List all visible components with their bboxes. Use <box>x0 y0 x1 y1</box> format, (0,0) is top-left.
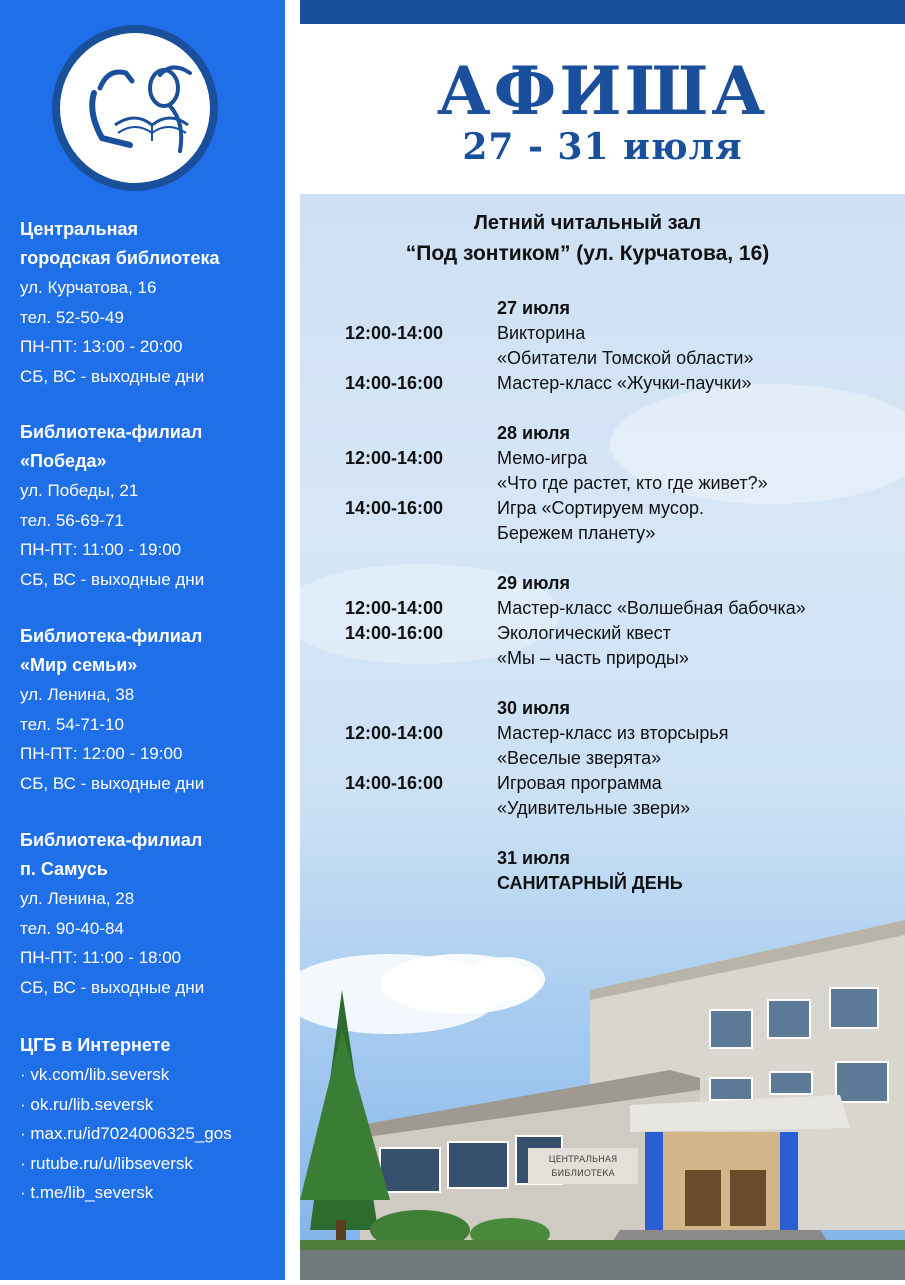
branch-address: ул. Курчатова, 16 <box>20 278 157 297</box>
closed-notice: САНИТАРНЫЙ ДЕНЬ <box>497 873 683 893</box>
event-description: Викторина <box>497 323 586 343</box>
event-description: Экологический квест <box>497 623 671 643</box>
event-time: 14:00-16:00 <box>345 498 444 518</box>
event-time: 12:00-14:00 <box>345 723 444 743</box>
branch-title: городская библиотека <box>20 248 220 268</box>
poster-header <box>300 24 905 194</box>
event-description: Мастер-класс из вторсырья <box>497 723 729 743</box>
event-description: Мастер-класс «Жучки-паучки» <box>497 373 752 393</box>
schedule <box>345 296 895 896</box>
event-row <box>345 321 895 346</box>
library-building-photo <box>300 900 905 1280</box>
branch-weekday-hours: ПН-ПТ: 13:00 - 20:00 <box>20 337 183 356</box>
venue-line-1: Летний читальный зал <box>473 212 702 234</box>
building-sign-line-2: БИБЛИОТЕКА <box>551 1169 615 1179</box>
venue-heading <box>300 208 875 270</box>
event-description: Мастер-класс «Волшебная бабочка» <box>497 598 806 618</box>
event-row <box>345 721 895 746</box>
event-time: 14:00-16:00 <box>345 373 444 393</box>
branch-weekend: СБ, ВС - выходные дни <box>20 977 205 997</box>
link-rutube[interactable]: · rutube.ru/u/libseversk <box>20 1153 193 1173</box>
internet-links <box>20 1031 280 1208</box>
event-time: 12:00-14:00 <box>345 598 444 618</box>
branch-phone: тел. 54-71-10 <box>20 714 124 734</box>
poster-dates: 27 - 31 июля <box>462 126 743 168</box>
event-time: 14:00-16:00 <box>345 773 444 793</box>
poster-title: АФИША <box>436 52 769 130</box>
event-time: 12:00-14:00 <box>345 323 444 343</box>
event-description: «Удивительные звери» <box>497 798 691 818</box>
event-row <box>345 496 895 521</box>
internet-title: ЦГБ в Интернете <box>20 1035 171 1055</box>
branch-address: ул. Ленина, 38 <box>20 685 135 704</box>
event-row <box>345 596 895 621</box>
branch-phone: тел. 90-40-84 <box>20 918 124 938</box>
branch-title: Центральная <box>20 219 138 239</box>
branch-title: Библиотека-филиал <box>20 830 203 850</box>
event-description: Мемо-игра <box>497 448 588 468</box>
day-date: 30 июля <box>497 698 570 718</box>
event-description: «Мы – часть природы» <box>497 648 689 668</box>
day-date: 28 июля <box>497 423 570 443</box>
event-description: «Веселые зверята» <box>497 748 662 768</box>
branch-weekday-hours: ПН-ПТ: 11:00 - 19:00 <box>20 540 182 559</box>
branch-address: ул. Победы, 21 <box>20 481 139 500</box>
event-row <box>345 771 895 796</box>
day-date: 31 июля <box>497 848 570 868</box>
top-bar <box>300 0 905 24</box>
branch-weekday-hours: ПН-ПТ: 12:00 - 19:00 <box>20 744 183 763</box>
branch-pobeda <box>20 418 280 594</box>
link-vk[interactable]: · vk.com/lib.seversk <box>20 1065 170 1084</box>
branch-title: «Мир семьи» <box>20 655 138 675</box>
reader-emblem-icon <box>60 33 210 183</box>
branch-phone: тел. 52-50-49 <box>20 307 124 327</box>
branch-weekend: СБ, ВС - выходные дни <box>20 366 205 386</box>
venue-line-2: “Под зонтиком” (ул. Курчатова, 16) <box>405 242 770 265</box>
branch-samus <box>20 826 280 1002</box>
sidebar <box>0 0 285 1280</box>
branch-title: Библиотека-филиал <box>20 422 203 442</box>
branch-weekend: СБ, ВС - выходные дни <box>20 773 205 793</box>
event-description: «Обитатели Томской области» <box>497 348 754 368</box>
event-time: 14:00-16:00 <box>345 623 444 643</box>
link-ok[interactable]: · ok.ru/lib.seversk <box>20 1094 154 1114</box>
branch-title: п. Самусь <box>20 859 108 879</box>
event-description: Игровая программа <box>497 773 662 793</box>
building-sign-line-1: ЦЕНТРАЛЬНАЯ <box>548 1155 618 1165</box>
link-telegram[interactable]: · t.me/lib_seversk <box>20 1183 154 1202</box>
library-logo <box>52 25 218 191</box>
event-time: 12:00-14:00 <box>345 448 444 468</box>
event-description: Бережем планету» <box>497 523 656 543</box>
branch-mir-semyi <box>20 622 280 798</box>
branch-address: ул. Ленина, 28 <box>20 889 135 908</box>
event-description: Игра «Сортируем мусор. <box>497 498 705 518</box>
branch-title: «Победа» <box>20 451 107 471</box>
building-illustration <box>300 900 905 1280</box>
event-row <box>345 446 895 471</box>
column-divider <box>285 0 300 1280</box>
event-row <box>345 371 895 396</box>
day-date: 27 июля <box>497 298 570 318</box>
branch-weekday-hours: ПН-ПТ: 11:00 - 18:00 <box>20 948 182 967</box>
day-date: 29 июля <box>497 573 570 593</box>
branch-phone: тел. 56-69-71 <box>20 510 124 530</box>
event-description: «Что где растет, кто где живет?» <box>497 473 768 493</box>
event-row <box>345 621 895 646</box>
branch-central <box>20 215 280 391</box>
branch-weekend: СБ, ВС - выходные дни <box>20 569 205 589</box>
branch-title: Библиотека-филиал <box>20 626 203 646</box>
link-max[interactable]: · max.ru/id7024006325_gos <box>20 1124 232 1143</box>
